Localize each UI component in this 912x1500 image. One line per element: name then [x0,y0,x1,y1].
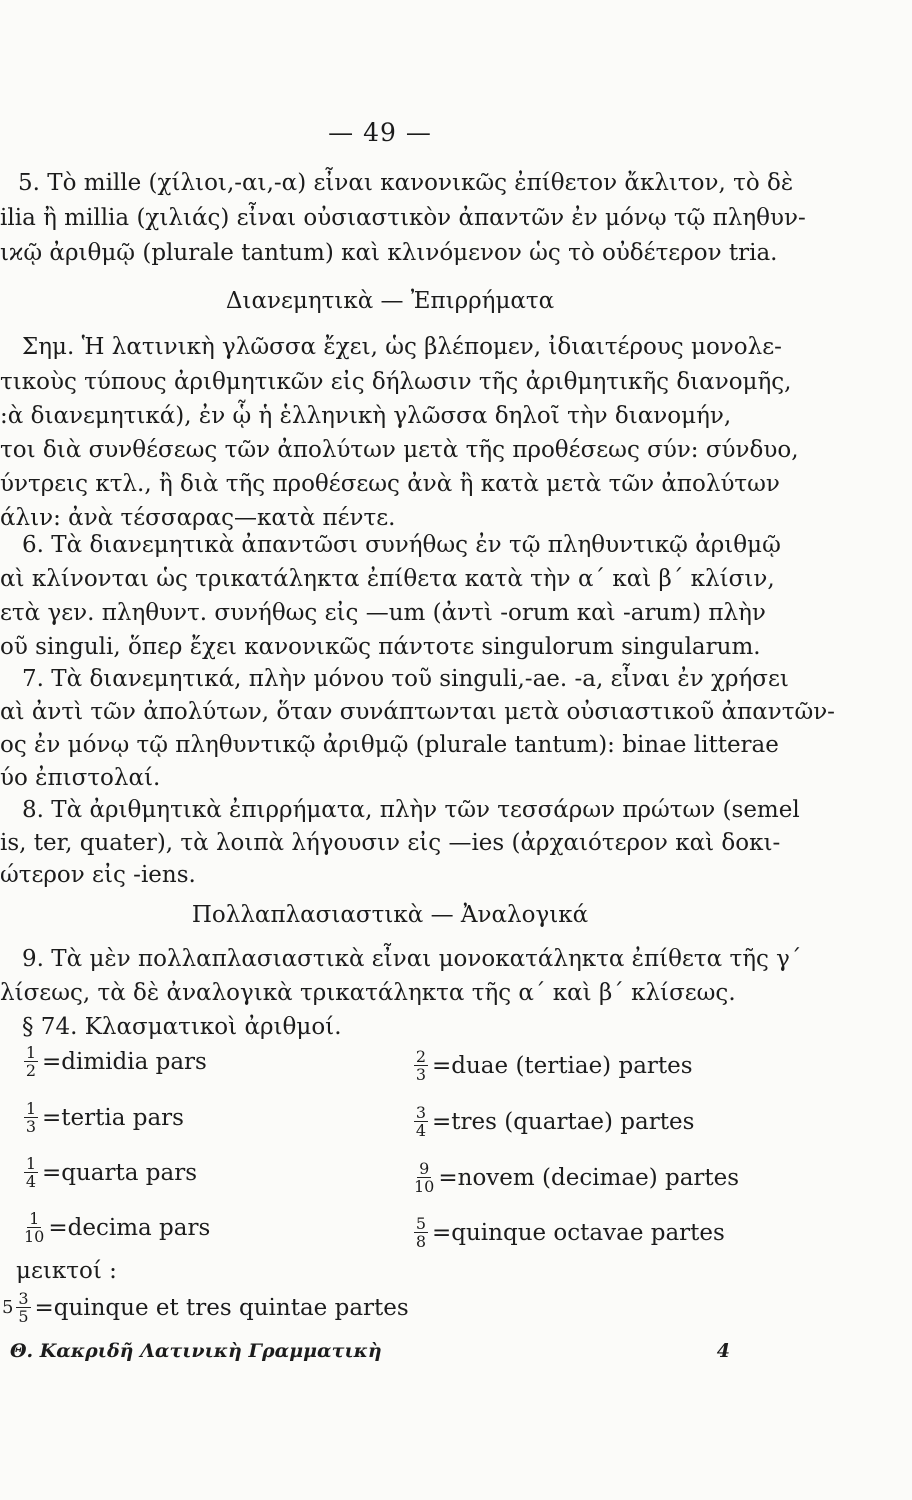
text-line: οῦ singuli, ὅπερ ἔχει κανονικῶς πάντοτε singulorum singularum. [0,634,761,660]
page-number: — 49 — [328,118,432,147]
fraction-entry: $\frac{2}{3}$ =duae (tertiae) partes [415,1047,693,1084]
text-line: is, ter, quater), τὰ λοιπὰ λήγουσιν εἰς —ies (ἀρχαιότερον καὶ δοκι- [0,830,781,856]
text-line: άλιν: ἀνὰ τέσσαρας—κατὰ πέντε. [0,505,396,531]
text-line: ύο ἐπιστολαί. [0,765,161,791]
fraction-entry: $\frac{1}{3}$ =tertia pars [25,1099,184,1136]
mixed-fraction-entry: 5 $\frac{3}{5}$ =quinque et tres quintae partes [2,1289,409,1326]
fraction-entry: $\frac{1}{2}$ =dimidia pars [25,1043,207,1080]
text-line: αὶ ἀντὶ τῶν ἀπολύτων, ὅταν συνάπτωνται μετὰ οὐσιαστικοῦ ἀπαντῶν- [0,699,835,725]
text-line: ύντρεις κτλ., ἢ διὰ τῆς προθέσεως ἀνὰ ἢ κατὰ μετὰ τῶν ἀπολύτων [0,471,780,497]
text-line: αὶ κλίνονται ὡς τρικατάληκτα ἐπίθετα κατὰ τὴν α΄ καὶ β΄ κλίσιν, [0,566,775,592]
footer-book-title: Θ. Κακριδῆ Λατινικὴ Γραμματικὴ [10,1340,382,1362]
footer-signature-number: 4 [716,1340,730,1362]
text-line: 6. Τὰ διανεμητικὰ ἀπαντῶσι συνήθως ἐν τῷ πληθυντικῷ ἀριθμῷ [22,532,781,558]
text-line: τοι διὰ συνθέσεως τῶν ἀπολύτων μετὰ τῆς προθέσεως σύν: σύνδυο, [0,437,799,463]
text-line: 9. Τὰ μὲν πολλαπλασιαστικὰ εἶναι μονοκατάληκτα ἐπίθετα τῆς γ΄ [22,946,802,972]
text-line: ιϰῷ ἀριθμῷ (plurale tantum) καὶ κλινόμενον ὡς τὸ οὐδέτερον tria. [0,240,778,266]
fraction-entry: $\frac{9}{10}$ =novem (decimae) partes [414,1159,740,1196]
fraction-entry: $\frac{3}{4}$ =tres (quartae) partes [415,1103,695,1140]
text-line: Σημ. Ἡ λατινικὴ γλῶσσα ἔχει, ὡς βλέπομεν, ἰδιαιτέρους μονολε- [22,334,782,360]
text-line: ώτερον εἰς -iens. [0,862,196,888]
text-line: 5. Τὸ mille (χίλιοι,-αι,-α) εἶναι κανονικῶς ἐπίθετον ἄκλιτον, τὸ δὲ [18,170,794,196]
mixed-label: μεικτοί : [16,1258,117,1284]
page-footer [10,1340,730,1362]
section-heading: Πολλαπλασιαστικὰ — Ἀναλογικά [191,902,589,928]
text-line: :ὰ διανεμητικά), ἐν ᾧ ἡ ἑλληνικὴ γλῶσσα δηλοῖ τὴν διανομήν, [0,403,732,429]
fraction-entry: $\frac{5}{8}$ =quinque octavae partes [415,1214,725,1251]
text-line: τικοὺς τύπους ἀριθμητικῶν εἰς δήλωσιν τῆς ἀριθμητικῆς διανομῆς, [0,369,792,395]
text-line: 7. Τὰ διανεμητικά, πλὴν μόνου τοῦ singuli,-ae. -a, εἶναι ἐν χρήσει [22,666,789,692]
text-line: 8. Τὰ ἀριθμητικὰ ἐπιρρήματα, πλὴν τῶν τεσσάρων πρώτων (semel [22,797,800,823]
text-line: ος ἐν μόνῳ τῷ πληθυντικῷ ἀριθμῷ (plurale tantum): binae litterae [0,732,779,758]
fraction-entry: $\frac{1}{4}$ =quarta pars [25,1154,198,1191]
text-line: ilia ἢ millia (χιλιάς) εἶναι οὐσιαστικὸν ἀπαντῶν ἐν μόνῳ τῷ πληθυν- [0,205,806,231]
fraction-entry: $\frac{1}{10}$ =decima pars [24,1209,211,1246]
text-line: λίσεως, τὰ δὲ ἀναλογικὰ τρικατάληκτα τῆς α΄ καὶ β΄ κλίσεως. [0,980,736,1006]
text-line: ετὰ γεν. πληθυντ. συνήθως εἰς —um (ἀντὶ -orum καὶ -arum) πλὴν [0,600,766,626]
section-heading: Διανεμητικὰ — Ἐπιρρήματα [225,288,555,314]
text-line: § 74. Κλασματικοὶ ἀριθμοί. [22,1014,342,1040]
